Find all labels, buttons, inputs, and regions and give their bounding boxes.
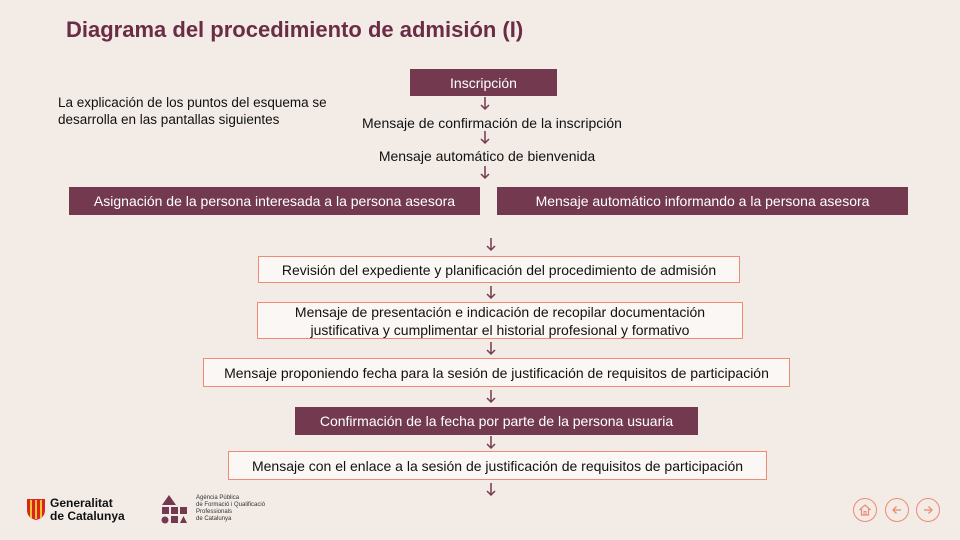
- next-button[interactable]: [916, 498, 940, 522]
- step-proponiendo: [203, 358, 790, 387]
- step-confirmacion-fecha: [295, 407, 698, 435]
- explanation-note: La explicación de los puntos del esquema se desarrolla en las pantallas siguientes: [58, 95, 327, 127]
- step-inscripcion-label: Inscripción: [450, 74, 517, 91]
- gencat-emblem-icon: [26, 497, 46, 521]
- gencat-line1: Generalitat: [50, 496, 113, 510]
- step-asignacion: [69, 187, 480, 215]
- arrow-down-icon: [485, 286, 497, 300]
- step-enlace: [228, 451, 767, 480]
- gencat-logo: [26, 495, 136, 523]
- arrow-down-icon: [479, 97, 491, 111]
- arrow-right-icon: [922, 504, 934, 516]
- step-proponiendo-label: Mensaje proponiendo fecha para la sesión de justificación de requisitos de participación: [224, 364, 769, 381]
- step-revision: [258, 256, 740, 283]
- step-asignacion-label: Asignación de la persona interesada a la persona asesora: [93, 193, 456, 209]
- arrow-down-icon: [485, 238, 497, 252]
- step-informando-label: Mensaje automático informando a la persona asesora: [535, 193, 870, 209]
- arrow-down-icon: [485, 483, 497, 497]
- home-button[interactable]: [853, 498, 877, 522]
- aqc-emblem-icon: [160, 493, 188, 525]
- arrow-down-icon: [485, 342, 497, 356]
- aqc-line2: de Formació i Qualificació: [196, 502, 266, 508]
- step-enlace-label: Mensaje con el enlace a la sesión de justificación de requisitos de participación: [251, 457, 744, 474]
- step-bienvenida: Mensaje automático de bienvenida: [378, 148, 596, 164]
- step-informando: [497, 187, 908, 215]
- step-confirmacion: Mensaje de confirmación de la inscripción: [362, 115, 622, 131]
- aqc-logo: [160, 493, 290, 527]
- arrow-down-icon: [479, 131, 491, 145]
- gencat-line2: de Catalunya: [50, 509, 125, 523]
- aqc-line1: Agència Pública: [196, 495, 240, 501]
- arrow-down-icon: [485, 390, 497, 404]
- home-icon: [859, 504, 871, 516]
- arrow-left-icon: [891, 504, 903, 516]
- arrow-down-icon: [479, 166, 491, 180]
- page-title: Diagrama del procedimiento de admisión (I): [66, 17, 524, 42]
- aqc-line4: de Catalunya: [196, 516, 232, 522]
- step-presentacion-label: Mensaje de presentación e indicación de recopilar documentación justificativa y cumplimentar el historial profesional y formativo: [294, 303, 706, 338]
- step-revision-label: Revisión del expediente y planificación del procedimiento de admisión: [281, 261, 717, 278]
- step-presentacion: [257, 302, 743, 339]
- aqc-line3: Professionals: [196, 509, 233, 515]
- previous-button[interactable]: [885, 498, 909, 522]
- step-inscripcion: [410, 69, 557, 96]
- step-confirmacion-fecha-label: Confirmación de la fecha por parte de la persona usuaria: [319, 413, 674, 429]
- arrow-down-icon: [485, 436, 497, 450]
